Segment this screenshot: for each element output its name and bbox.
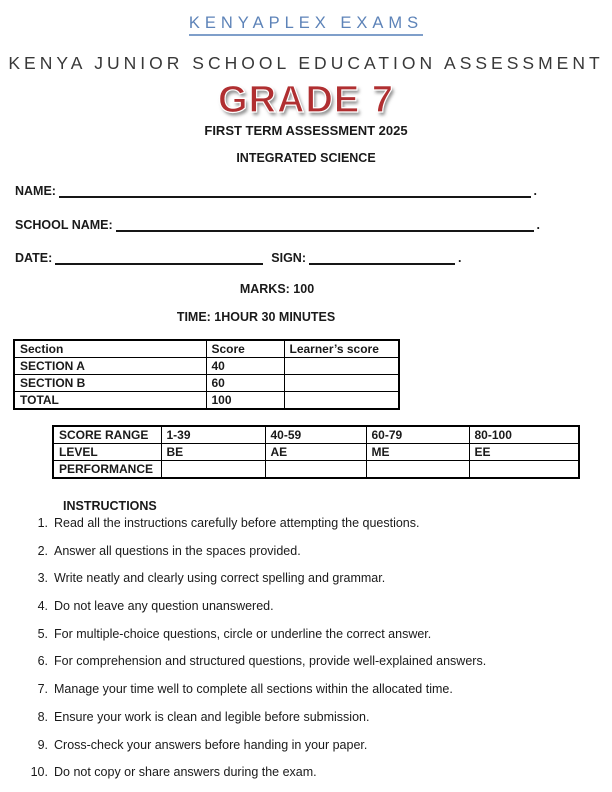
name-blank-line: [59, 185, 531, 198]
instruction-number: 6.: [37, 654, 48, 669]
instruction-item-3: [15, 571, 603, 586]
table-row-section-b: [14, 375, 399, 392]
term-title: FIRST TERM ASSESSMENT 2025: [204, 123, 408, 138]
instruction-item-2: [15, 544, 603, 559]
level-me-cell: ME: [366, 444, 469, 461]
total-learner-score-cell: [284, 392, 399, 410]
column-header-section: Section: [14, 340, 206, 358]
total-score-cell: 100: [206, 392, 284, 410]
line-terminator: .: [533, 184, 537, 198]
column-header-score: Score: [206, 340, 284, 358]
instruction-item-9: [15, 738, 603, 753]
performance-1-cell: [161, 461, 265, 479]
date-sign-field-row: [15, 251, 463, 265]
instructions-list: [15, 516, 603, 792]
date-blank-line: [55, 252, 263, 265]
instruction-number: 9.: [37, 737, 48, 752]
grade-title: GRADE 7: [218, 79, 394, 121]
brand-link[interactable]: KENYAPLEX EXAMS: [189, 14, 423, 36]
assessment-title: KENYA JUNIOR SCHOOL EDUCATION ASSESSMENT: [8, 53, 604, 73]
instruction-text: Read all the instructions carefully before attempting the questions.: [54, 516, 420, 530]
score-range-label-cell: SCORE RANGE: [53, 426, 161, 444]
sign-blank-line: [309, 252, 455, 265]
sign-label: SIGN:: [271, 251, 306, 265]
score-range-row: [53, 426, 579, 444]
sections-score-table: [13, 339, 400, 410]
instruction-text: For multiple-choice questions, circle or underline the correct answer.: [54, 626, 432, 641]
table-row-total: [14, 392, 399, 410]
score-range-1-cell: 1-39: [161, 426, 265, 444]
date-label: DATE:: [15, 251, 53, 265]
instruction-number: 3.: [37, 571, 48, 586]
performance-3-cell: [366, 461, 469, 479]
line-terminator: .: [458, 251, 462, 265]
instruction-item-1: [15, 516, 603, 531]
section-a-cell: SECTION A: [14, 358, 206, 375]
table-row-section-a: [14, 358, 399, 375]
performance-2-cell: [265, 461, 366, 479]
instruction-item-7: [15, 682, 603, 697]
level-ee-cell: EE: [469, 444, 579, 461]
performance-label-cell: PERFORMANCE: [53, 461, 161, 479]
instruction-item-4: [15, 599, 603, 614]
instruction-text: Ensure your work is clean and legible before submission.: [54, 709, 370, 724]
level-ae-cell: AE: [265, 444, 366, 461]
grading-scale-table: [52, 425, 580, 479]
section-b-score-cell: 60: [206, 375, 284, 392]
instruction-text: Manage your time well to complete all sections within the allocated time.: [54, 682, 453, 697]
score-range-2-cell: 40-59: [265, 426, 366, 444]
section-b-learner-score-cell: [284, 375, 399, 392]
instruction-text: Do not copy or share answers during the exam.: [54, 765, 317, 780]
name-label: NAME:: [15, 184, 56, 198]
instruction-item-10: [15, 765, 603, 780]
section-b-cell: SECTION B: [14, 375, 206, 392]
instruction-text: Cross-check your answers before handing in your paper.: [54, 737, 368, 752]
instruction-item-6: [15, 654, 603, 669]
instruction-text: Answer all questions in the spaces provided.: [54, 543, 301, 558]
line-terminator: .: [536, 218, 540, 232]
subject-title: INTEGRATED SCIENCE: [236, 151, 376, 165]
score-range-3-cell: 60-79: [366, 426, 469, 444]
instruction-number: 10.: [30, 765, 48, 780]
school-name-label: SCHOOL NAME:: [15, 218, 113, 232]
instruction-text: Do not leave any question unanswered.: [54, 599, 274, 614]
school-name-blank-line: [116, 219, 534, 232]
instructions-heading: INSTRUCTIONS: [63, 499, 157, 513]
section-a-learner-score-cell: [284, 358, 399, 375]
performance-row: [53, 461, 579, 479]
instruction-text: For comprehension and structured questions, provide well-explained answers.: [54, 654, 487, 669]
instruction-item-5: [15, 627, 603, 642]
sections-table-header-row: [14, 340, 399, 358]
instruction-item-8: [15, 710, 603, 725]
name-field-row: [15, 184, 537, 198]
level-label-cell: LEVEL: [53, 444, 161, 461]
school-name-field-row: [15, 218, 540, 232]
column-header-learner-score: Learner’s score: [284, 340, 399, 358]
section-a-score-cell: 40: [206, 358, 284, 375]
instruction-number: 2.: [37, 543, 48, 558]
instruction-number: 7.: [37, 682, 48, 697]
level-be-cell: BE: [161, 444, 265, 461]
brand-header: [0, 14, 612, 36]
score-range-4-cell: 80-100: [469, 426, 579, 444]
total-cell: TOTAL: [14, 392, 206, 410]
instruction-text: Write neatly and clearly using correct spelling and grammar.: [54, 571, 386, 586]
level-row: [53, 444, 579, 461]
time-allowed-text: TIME: 1HOUR 30 MINUTES: [176, 310, 336, 324]
instruction-number: 8.: [37, 709, 48, 724]
performance-4-cell: [469, 461, 579, 479]
instruction-number: 4.: [37, 599, 48, 614]
total-marks-text: MARKS: 100: [239, 282, 315, 296]
instruction-number: 1.: [37, 516, 48, 530]
instruction-number: 5.: [37, 626, 48, 641]
